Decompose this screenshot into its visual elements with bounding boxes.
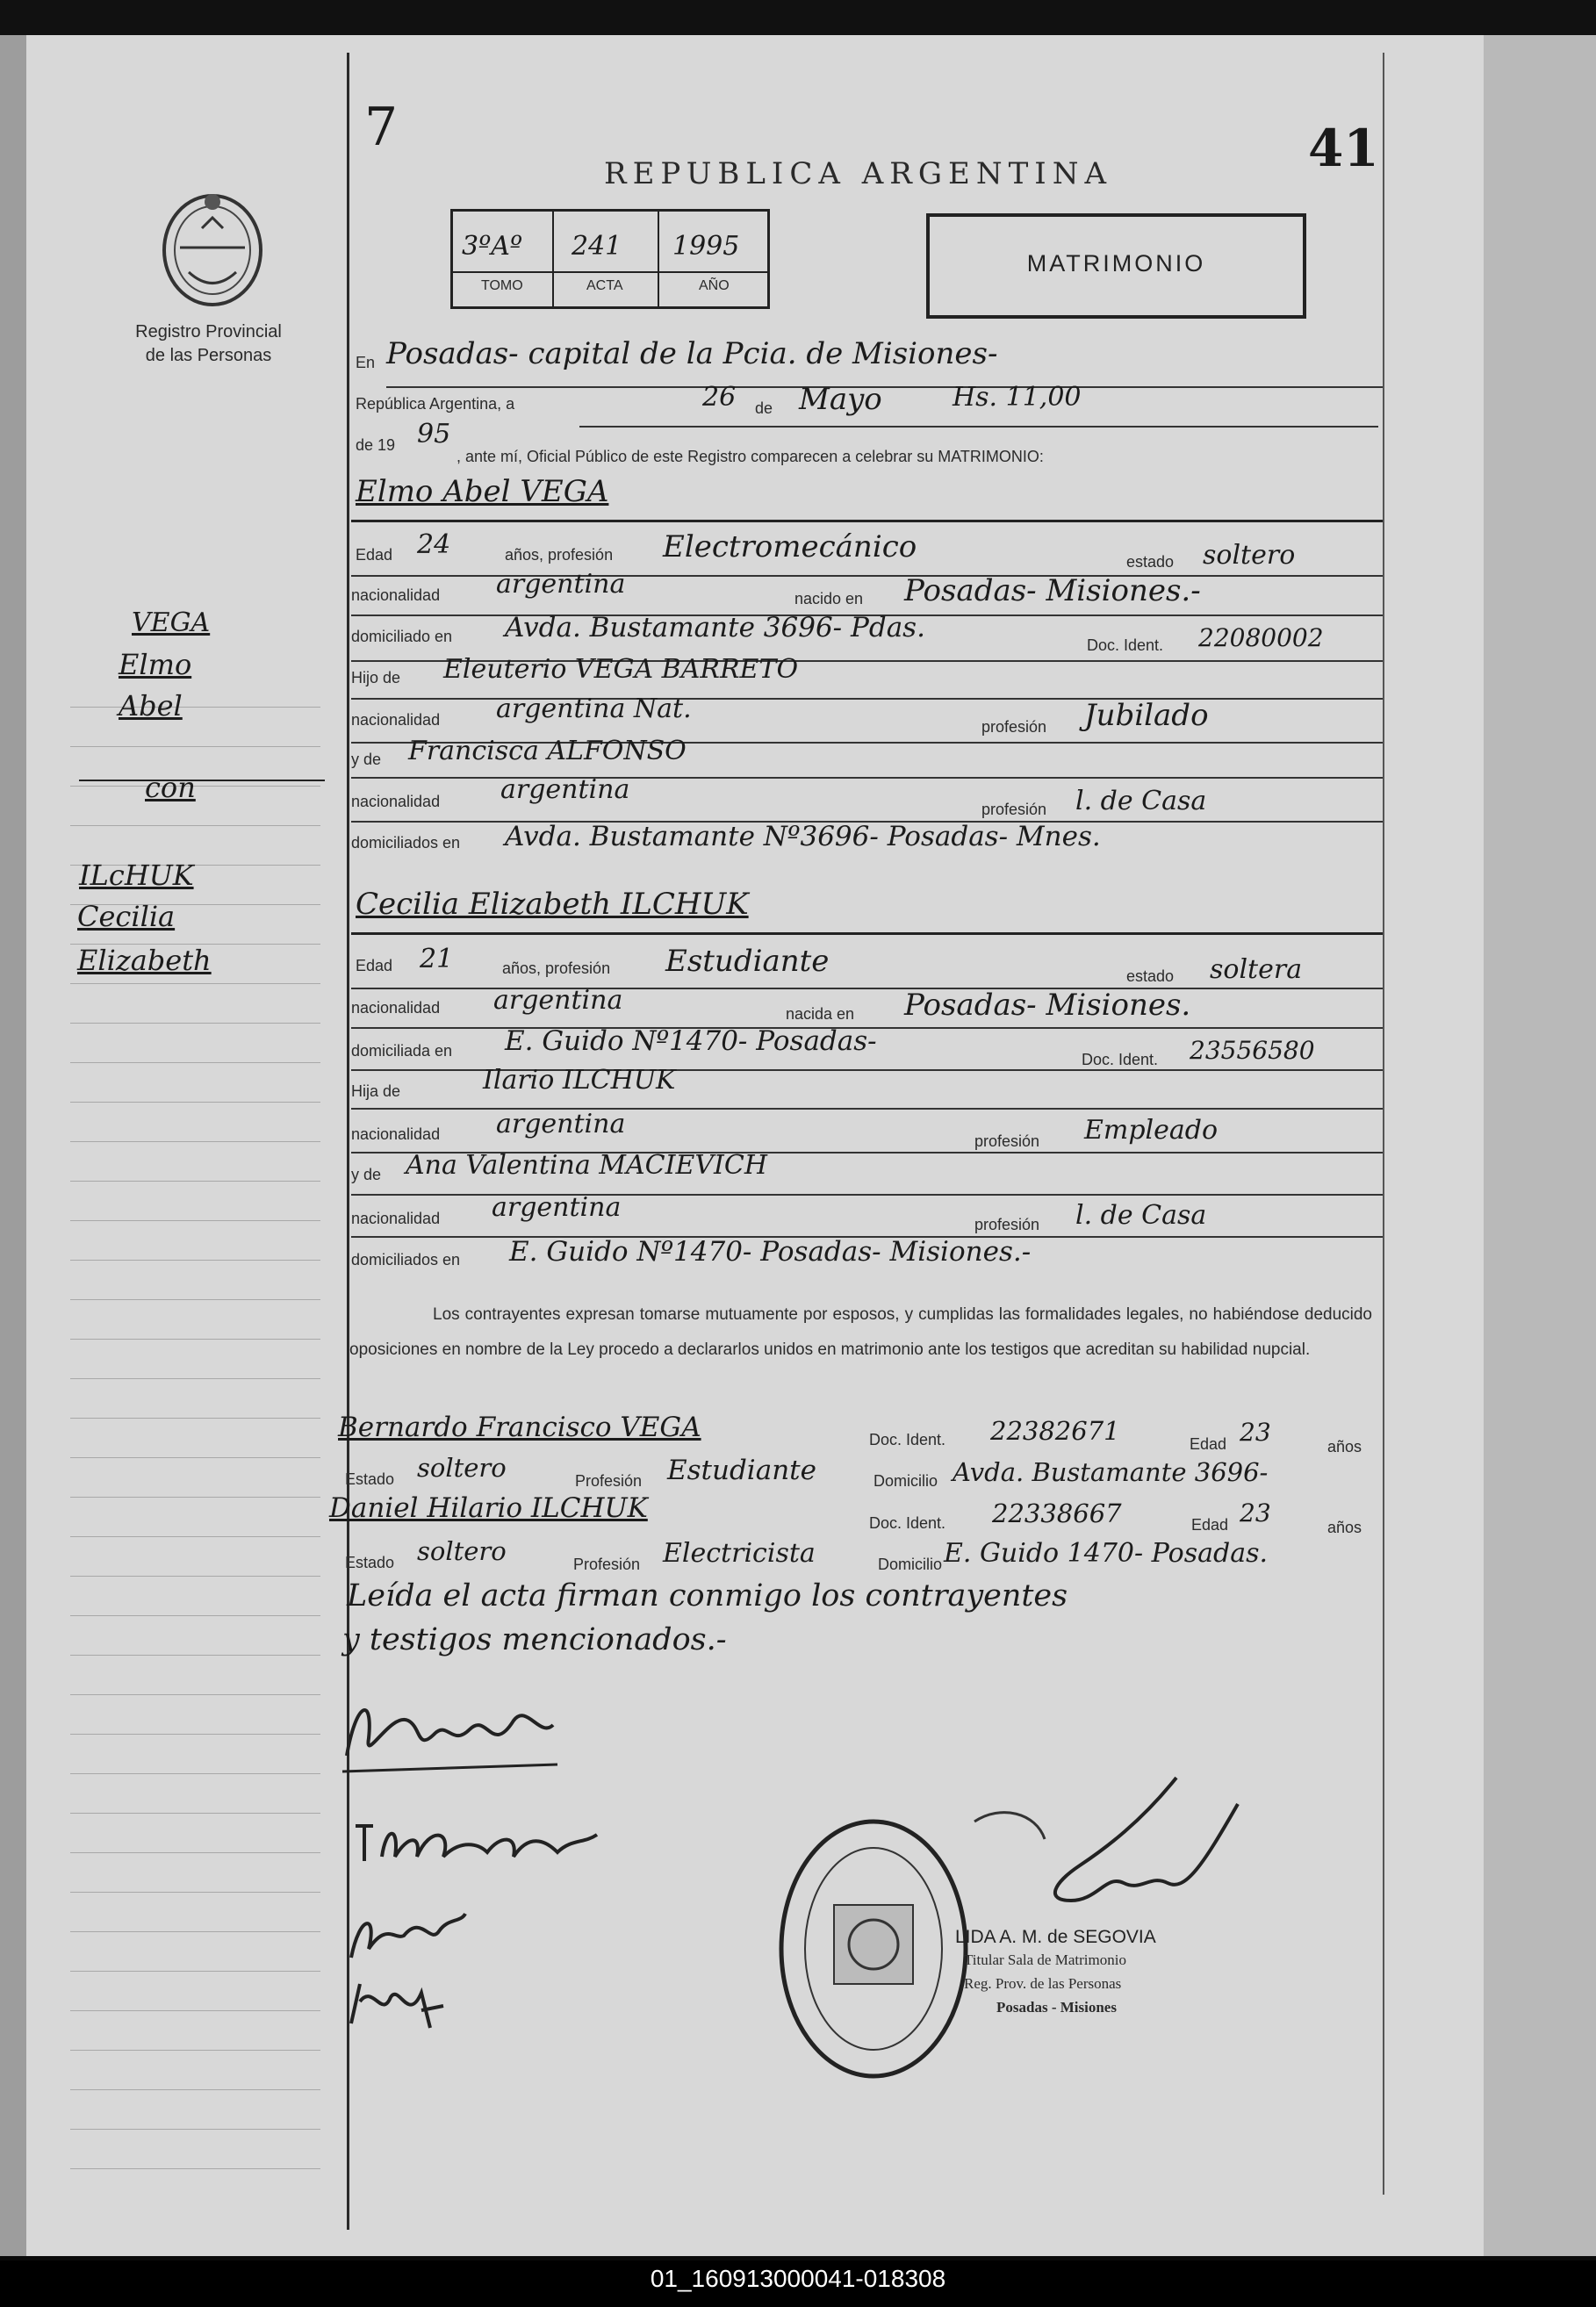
- margin-bride-name1: Cecilia: [77, 900, 176, 933]
- record-reference-table: [450, 209, 770, 309]
- officer-title: Titular Sala de Matrimonio: [964, 1951, 1126, 1968]
- witness1-name: Bernardo Francisco VEGA: [338, 1412, 701, 1443]
- bride-hija-label: Hija de: [351, 1082, 401, 1100]
- groom-mother-nationality: argentina: [500, 774, 630, 805]
- witness1-edad-label: Edad: [1190, 1435, 1227, 1453]
- closing-line-1: Leída el acta firman conmigo los contrayentes: [347, 1578, 1068, 1613]
- country-title: REPUBLICA ARGENTINA: [604, 156, 1113, 191]
- bride-mother-profession: l. de Casa: [1075, 1200, 1207, 1231]
- ano-label: AÑO: [699, 278, 730, 293]
- groom-profession: Electromecánico: [663, 529, 917, 564]
- bride-name: Cecilia Elizabeth ILCHUK: [356, 887, 749, 922]
- bride-doc: 23556580: [1190, 1036, 1315, 1065]
- witness1-status: soltero: [417, 1453, 507, 1483]
- witness2-edad-label: Edad: [1191, 1516, 1229, 1534]
- witness1-estado-label: Estado: [345, 1470, 395, 1488]
- groom-estado-label: estado: [1126, 553, 1175, 571]
- groom-parents-address: Avda. Bustamante Nº3696- Posadas- Mnes.: [505, 821, 1101, 852]
- groom-father-nat-label: nacionalidad: [351, 711, 441, 729]
- groom-domicilio-label: domiciliado en: [351, 628, 453, 645]
- scan-left-border: [0, 35, 26, 2256]
- groom-doc-label: Doc. Ident.: [1087, 636, 1164, 654]
- witness2-name: Daniel Hilario ILCHUK: [329, 1492, 648, 1524]
- coat-of-arms-icon: [154, 184, 272, 312]
- year-prefix-label: de 19: [356, 436, 396, 454]
- witness2-domicilio-label: Domicilio: [878, 1556, 943, 1573]
- witness1-signature-icon: [342, 1905, 474, 1975]
- document-id: 01_160913000041-018308: [650, 2265, 946, 2292]
- bride-nationality: argentina: [493, 985, 623, 1016]
- witness2-signature-icon: [342, 1975, 448, 2037]
- bride-signature-icon: [347, 1808, 610, 1879]
- scan-top-border: [0, 0, 1596, 35]
- groom-birthplace: Posadas- Misiones.-: [904, 573, 1201, 608]
- closing-line-2: y testigos mencionados.-: [342, 1622, 727, 1657]
- bride-estado-label: estado: [1126, 967, 1175, 985]
- bride-father-nationality: argentina: [496, 1109, 626, 1139]
- right-margin-rule: [1383, 53, 1384, 2195]
- groom-parents-dom-label: domiciliados en: [351, 834, 461, 852]
- bride-father-prof-label: profesión: [974, 1132, 1040, 1150]
- place-value: Posadas- capital de la Pcia. de Misiones-: [386, 336, 998, 371]
- margin-bride-name2: Elizabeth: [77, 944, 212, 977]
- adjacent-page-edge: [1484, 35, 1596, 2256]
- bride-age: 21: [420, 944, 454, 974]
- tomo-value: 3ºAº: [462, 231, 522, 262]
- bride-mother-nationality: argentina: [492, 1192, 622, 1223]
- witness2-anos-label: años: [1327, 1519, 1362, 1536]
- official-seal-icon: [773, 1808, 974, 2089]
- witness2-profession: Electricista: [663, 1538, 816, 1569]
- witness2-address: E. Guido 1470- Posadas.: [944, 1538, 1269, 1569]
- ante-text: , ante mí, Oficial Público de este Registro comparecen a celebrar su MATRIMONIO:: [457, 448, 1044, 465]
- groom-edad-label: Edad: [356, 546, 393, 564]
- bride-mother: Ana Valentina MACIEVICH: [406, 1150, 767, 1181]
- groom-address: Avda. Bustamante 3696- Pdas.: [505, 612, 925, 643]
- record-type-box: [926, 213, 1306, 319]
- bride-mother-nat-label: nacionalidad: [351, 1210, 441, 1227]
- witness1-doc: 22382671: [990, 1416, 1120, 1446]
- bride-mother-prof-label: profesión: [974, 1216, 1040, 1233]
- day-value: 26: [702, 382, 737, 413]
- witness2-profesion-label: Profesión: [573, 1556, 641, 1573]
- record-type-label: MATRIMONIO: [1026, 250, 1206, 277]
- officer-office: Reg. Prov. de las Personas: [964, 1975, 1122, 1992]
- groom-age: 24: [417, 529, 451, 560]
- bride-father-nat-label: nacionalidad: [351, 1125, 441, 1143]
- groom-profesion-label: años, profesión: [505, 546, 614, 564]
- page-number: 41: [1308, 119, 1379, 178]
- bride-doc-label: Doc. Ident.: [1082, 1051, 1159, 1068]
- de-label: de: [755, 399, 773, 417]
- registry-name: Registro Provincial de las Personas: [135, 322, 282, 365]
- witness1-doc-label: Doc. Ident.: [869, 1431, 946, 1448]
- groom-yde-label: y de: [351, 751, 382, 768]
- officer-name: LIDA A. M. de SEGOVIA: [955, 1927, 1156, 1947]
- groom-signature-icon: [338, 1685, 566, 1782]
- groom-father-prof-label: profesión: [981, 718, 1047, 736]
- groom-mother-nat-label: nacionalidad: [351, 793, 441, 810]
- tomo-label: TOMO: [481, 278, 523, 293]
- groom-hijo-label: Hijo de: [351, 669, 401, 686]
- bride-domicilio-label: domiciliada en: [351, 1042, 453, 1060]
- groom-mother: Francisca ALFONSO: [408, 736, 687, 766]
- bride-profession: Estudiante: [665, 944, 830, 979]
- bride-edad-label: Edad: [356, 957, 393, 974]
- acta-value: 241: [572, 231, 622, 262]
- witness1-age: 23: [1240, 1418, 1271, 1447]
- bride-profesion-label: años, profesión: [502, 959, 611, 977]
- officer-location: Posadas - Misiones: [996, 1999, 1117, 2016]
- witness2-estado-label: Estado: [345, 1554, 395, 1571]
- bride-father: Ilario ILCHUK: [483, 1065, 676, 1096]
- groom-mother-profession: l. de Casa: [1075, 786, 1207, 816]
- groom-nacido-label: nacido en: [794, 590, 864, 607]
- groom-name: Elmo Abel VEGA: [356, 474, 609, 509]
- witness1-profession: Estudiante: [667, 1455, 816, 1486]
- witness1-address: Avda. Bustamante 3696-: [953, 1457, 1269, 1487]
- bride-parents-dom-label: domiciliados en: [351, 1251, 461, 1268]
- bride-father-profession: Empleado: [1084, 1115, 1219, 1146]
- year-suffix-value: 95: [417, 419, 451, 449]
- margin-bride-surname: ILcHUK: [79, 859, 194, 892]
- groom-nationality: argentina: [496, 569, 626, 600]
- page-mark: 7: [364, 97, 399, 158]
- witness2-age: 23: [1240, 1498, 1271, 1527]
- en-label: En: [356, 354, 376, 371]
- witness2-status: soltero: [417, 1536, 507, 1566]
- margin-groom-name2: Abel: [119, 689, 183, 722]
- groom-father-profession: Jubilado: [1084, 698, 1209, 733]
- month-value: Mayo: [799, 382, 882, 417]
- witness1-profesion-label: Profesión: [575, 1472, 643, 1490]
- marriage-statement: Los contrayentes expresan tomarse mutuamente por esposos, y cumplidas las formalidades legales, no habiéndose deducido oposiciones en nombre de la Ley procedo a declararlos unidos en matrimonio ante los testigos que acreditan su habilidad nupcial.: [349, 1305, 1372, 1359]
- groom-status: soltero: [1203, 540, 1296, 571]
- column-divider: [347, 53, 349, 2230]
- witness1-anos-label: años: [1327, 1438, 1362, 1455]
- bride-nationality-label: nacionalidad: [351, 999, 441, 1017]
- bride-address: E. Guido Nº1470- Posadas-: [505, 1025, 877, 1057]
- witness2-doc: 22338667: [992, 1498, 1122, 1528]
- witness1-domicilio-label: Domicilio: [873, 1472, 938, 1490]
- bride-parents-address: E. Guido Nº1470- Posadas- Misiones.-: [509, 1236, 1032, 1268]
- bride-birthplace: Posadas- Misiones.: [904, 988, 1191, 1023]
- time-value: Hs. 11,00: [953, 382, 1082, 413]
- margin-conjunction: con: [145, 771, 196, 804]
- groom-nationality-label: nacionalidad: [351, 586, 441, 604]
- acta-label: ACTA: [586, 278, 623, 293]
- groom-father-nationality: argentina Nat.: [496, 694, 692, 724]
- groom-doc: 22080002: [1198, 623, 1324, 652]
- groom-mother-prof-label: profesión: [981, 801, 1047, 818]
- witness2-doc-label: Doc. Ident.: [869, 1514, 946, 1532]
- groom-father: Eleuterio VEGA BARRETO: [443, 654, 799, 685]
- ano-value: 1995: [672, 231, 740, 262]
- republica-label: República Argentina, a: [356, 395, 515, 413]
- officer-signature-icon: [948, 1769, 1264, 1927]
- bride-nacida-label: nacida en: [786, 1005, 855, 1023]
- bride-yde-label: y de: [351, 1166, 382, 1183]
- margin-groom-name1: Elmo: [119, 648, 192, 681]
- bride-status: soltera: [1210, 954, 1303, 985]
- margin-groom-surname: VEGA: [132, 607, 211, 638]
